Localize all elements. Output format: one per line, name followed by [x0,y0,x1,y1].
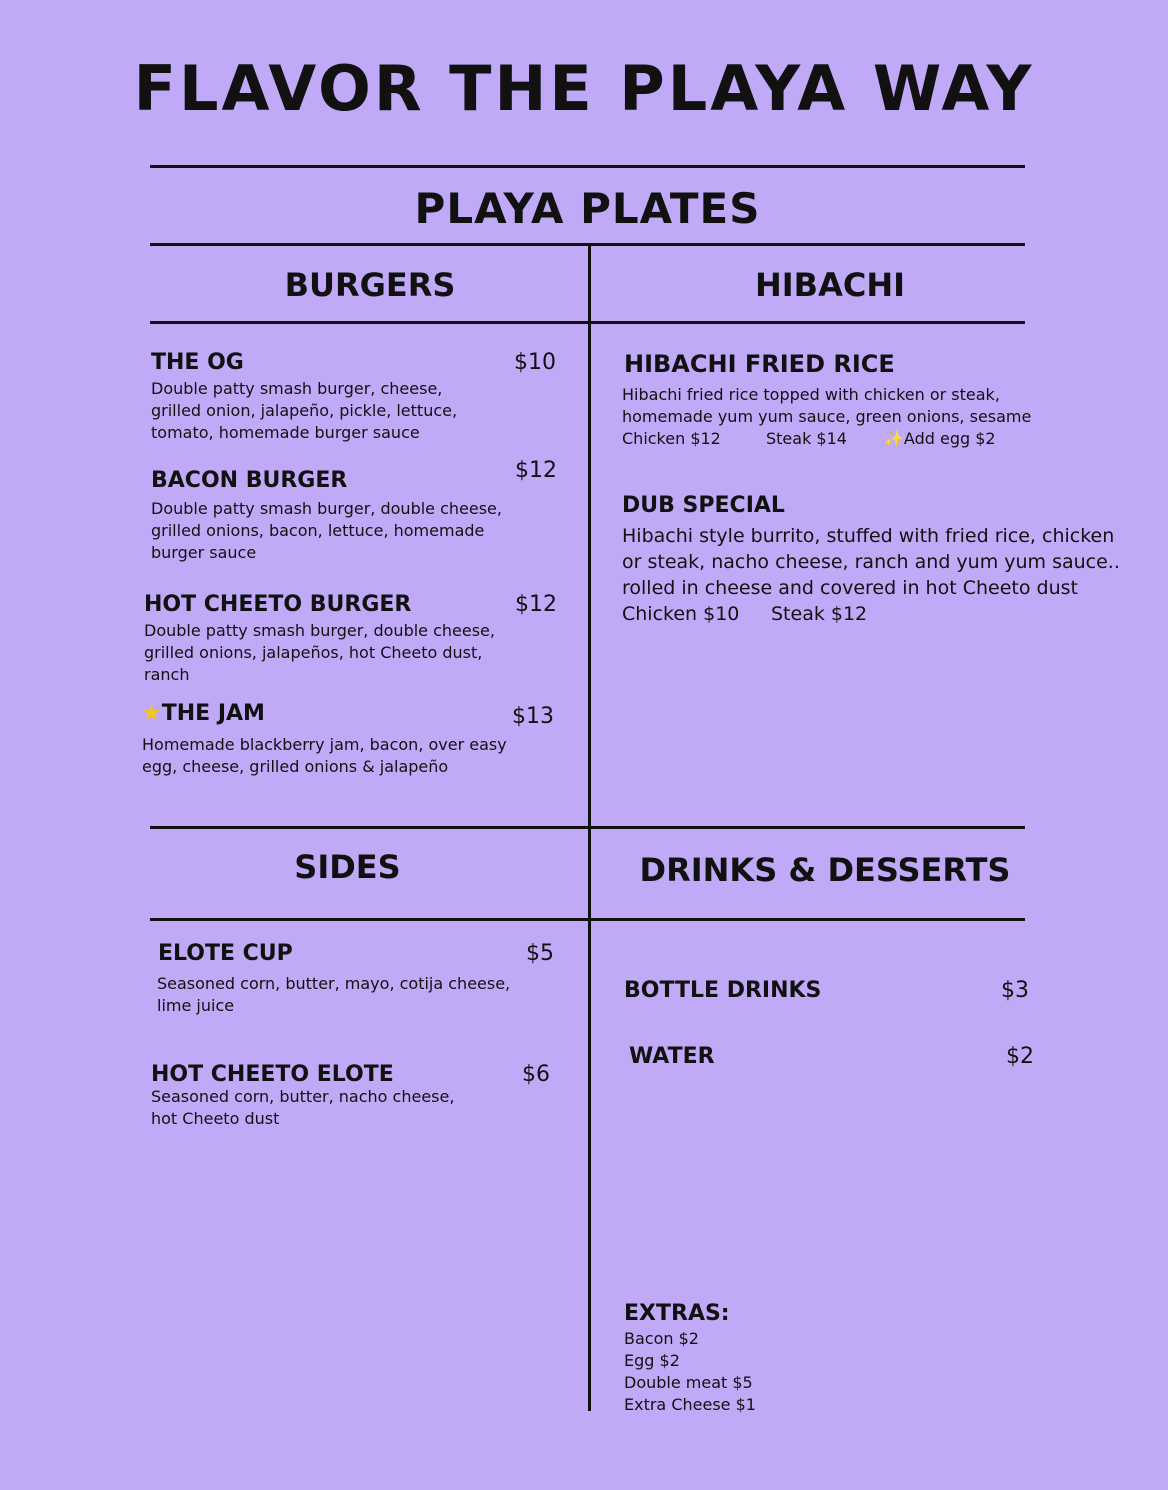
menu-item-description: Seasoned corn, butter, mayo, cotija cheese, lime juice [157,974,511,1015]
sparkle-icon: ✨ [884,429,904,448]
menu-item-name: WATER [629,1044,715,1069]
menu-item-description: Seasoned corn, butter, nacho cheese, hot Cheeto dust [151,1087,455,1128]
menu-item-price: $2 [1006,1044,1034,1069]
menu-item-name: BACON BURGER [151,468,348,493]
menu-item-name: BOTTLE DRINKS [624,978,822,1003]
menu-item-price: Steak $14 [766,429,847,448]
menu-item-price: $3 [1001,978,1029,1003]
menu-item-price: $5 [526,941,554,966]
menu-item-description: Double patty smash burger, double cheese, grilled onions, jalapeños, hot Cheeto dust, ranch [144,621,495,684]
menu-item-name: HIBACHI FRIED RICE [624,350,895,378]
star-icon: ★ [142,701,162,726]
menu-item-price: $6 [522,1062,550,1087]
menu-item-price: $10 [514,350,556,375]
menu-item-price: Chicken $12 [622,429,721,448]
addon-text: Add egg $2 [903,429,996,448]
section-title-playa-plates: PLAYA PLATES [414,184,761,233]
menu-item-description: Hibachi fried rice topped with chicken or steak, homemade yum yum sauce, green onions, sesame [622,385,1032,426]
menu-item-name: HOT CHEETO ELOTE [151,1062,394,1087]
extras-heading: EXTRAS: [624,1301,730,1326]
menu-item-name-row [142,701,265,726]
menu-item-addon [884,428,996,450]
hibachi-heading: HIBACHI [754,266,905,304]
extras-item: Bacon $2 [624,1329,699,1348]
menu-item-price: $12 [515,458,557,483]
menu-item-description: Double patty smash burger, cheese, grilled onion, jalapeño, pickle, lettuce, tomato, homemade burger sauce [151,379,458,442]
menu-item-name: THE JAM [161,701,265,726]
menu-item-name: HOT CHEETO BURGER [144,592,412,617]
menu-item-price: $12 [515,592,557,617]
menu-item-name: DUB SPECIAL [622,493,785,518]
menu-item-description: Homemade blackberry jam, bacon, over easy egg, cheese, grilled onions & jalapeño [142,735,507,776]
menu-item-name: THE OG [151,350,244,375]
page-title: FLAVOR THE PLAYA WAY [133,52,1035,125]
menu-item-name: ELOTE CUP [158,941,293,966]
menu-item-price: $13 [512,704,554,729]
divider [150,165,1025,168]
drinks-heading: DRINKS & DESSERTS [639,851,1011,889]
extras-item: Double meat $5 [624,1373,753,1392]
column-divider [588,246,591,1411]
menu-item-description: Hibachi style burrito, stuffed with fried rice, chicken or steak, nacho cheese, ranch and yum yum sauce.. rolled in cheese and covered in hot Cheeto dust [622,525,1120,599]
burgers-heading: BURGERS [284,266,456,304]
menu-item-description: Double patty smash burger, double cheese, grilled onions, bacon, lettuce, homemade burger sauce [151,499,502,562]
sides-heading: SIDES [294,848,401,886]
extras-item: Extra Cheese $1 [624,1395,756,1414]
menu-item-price: Chicken $10 [622,603,740,625]
extras-item: Egg $2 [624,1351,680,1370]
menu-item-price: Steak $12 [771,603,868,625]
